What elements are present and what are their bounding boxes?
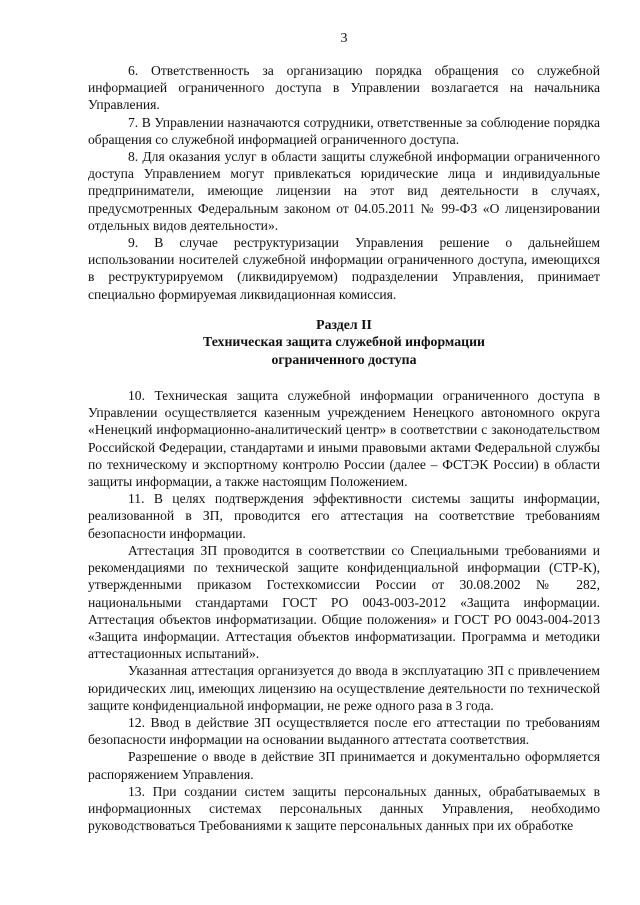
paragraph-permission: Разрешение о вводе в действие ЗП принимается и документально оформляется распоряжением Управления. [88, 749, 600, 782]
paragraph-7: 7. В Управлении назначаются сотрудники, ответственные за соблюдение порядка обращения со служебной информацией ограниченного доступа. [88, 114, 600, 147]
section-heading [88, 316, 600, 368]
paragraph-8: 8. Для оказания услуг в области защиты служебной информации ограниченного доступа Управлением могут привлекаться юридические лица и индивидуальные предприниматели, имеющие лицензии на этот вид деятельности в случаях, предусмотренных Федеральным законом от 04.05.2011 № 99-ФЗ «О лицензировании отдельных видов деятельности». [88, 149, 600, 233]
section-title-line1: Техническая защита служебной информации [203, 334, 485, 350]
section-number: Раздел II [316, 316, 372, 332]
paragraph-13: 13. При создании систем защиты персональных данных, обрабатываемых в информационных системах персональных данных Управления, необходимо руководствоваться Требованиями к защите персональных данных при их обработке [88, 783, 600, 834]
section-title-line2: ограниченного доступа [271, 351, 417, 367]
paragraph-attestation: Аттестация ЗП проводится в соответствии со Специальными требованиями и рекомендациями по технической защите конфиденциальной информации (СТР-К), утвержденными приказом Гостехкомиссии России от 30.08.2002 № 282, национальными стандартами ГОСТ РО 0043-003-2012 «Защита информации. Аттестация объектов информатизации. Общие положения» и ГОСТ РО 0043-004-2013 «Защита информации. Аттестация объектов информатизации. Программа и методики аттестационных испытаний». [88, 542, 600, 662]
paragraph-attestation-organization: Указанная аттестация организуется до ввода в эксплуатацию ЗП с привлечением юридических лиц, имеющих лицензию на осуществление деятельности по технической защите конфиденциальной информации, не реже одного раза в 3 года. [88, 663, 600, 713]
document-page [88, 30, 600, 834]
paragraph-11: 11. В целях подтверждения эффективности системы защиты информации, реализованной в ЗП, проводится его аттестация на соответствие требованиям безопасности информации. [88, 491, 600, 541]
page-number: 3 [340, 31, 348, 46]
paragraph-6: 6. Ответственность за организацию порядка обращения со служебной информацией ограниченного доступа в Управлении возлагается на начальника Управления. [88, 63, 600, 113]
paragraph-9: 9. В случае реструктуризации Управления решение о дальнейшем использовании носителей служебной информации ограниченного доступа, имеющихся в реструктурируемом (ликвидируемом) подразделении Управления, принимает специально формируемая ликвидационная комиссия. [88, 235, 600, 302]
paragraph-12: 12. Ввод в действие ЗП осуществляется после его аттестации по требованиям безопасности информации на основании выданного аттестата соответствия. [88, 714, 600, 748]
paragraph-10: 10. Техническая защита служебной информации ограниченного доступа в Управлении осуществляется казенным учреждением Ненецкого автономного округа «Ненецкий информационно-аналитический центр» в соответствии с законодательством Российской Федерации, стандартами и иными правовыми актами Федеральной службы по техническому и экспортному контролю России (далее – ФСТЭК России) в области защиты информации, а также настоящим Положением. [88, 388, 600, 490]
